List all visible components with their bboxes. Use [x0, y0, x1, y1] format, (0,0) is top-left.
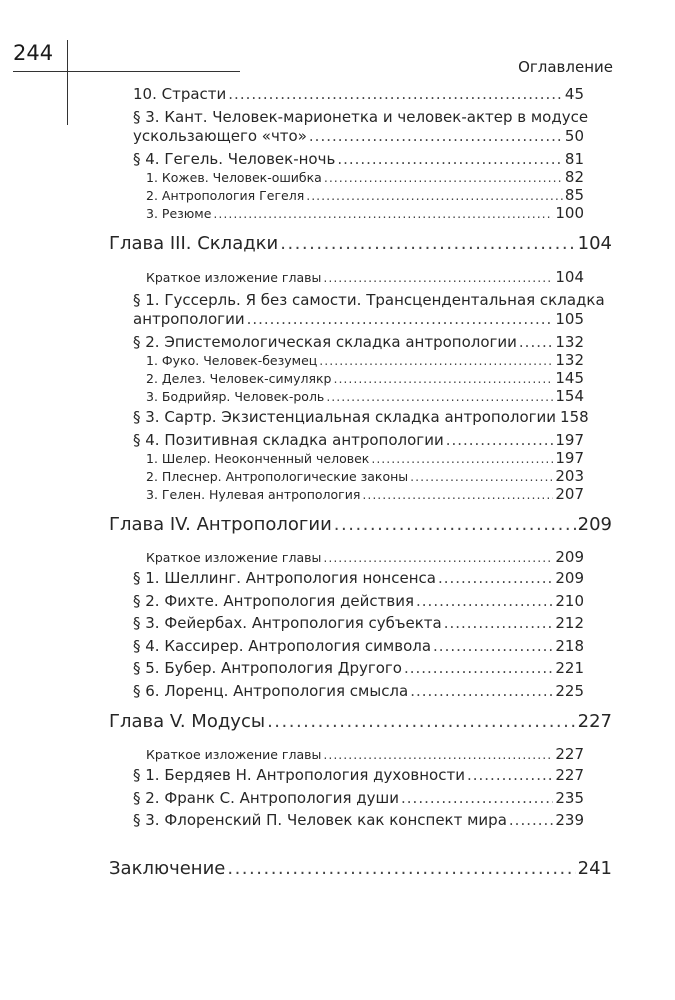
toc-entry-title: § 2. Франк С. Антропология души — [133, 789, 400, 807]
leader-dots — [433, 637, 553, 655]
toc-entry-title-line1: § 1. Гуссерль. Я без самости. Трансцендентальная складка — [133, 291, 605, 309]
leader-dots — [309, 127, 563, 145]
toc-entry-page: 203 — [555, 467, 584, 485]
toc-chapter-page: 227 — [577, 711, 612, 732]
toc-entry — [0, 766, 675, 784]
toc-entry-page: 132 — [555, 333, 584, 351]
toc-entry-page: 239 — [555, 811, 584, 829]
toc-entry-title: Краткое изложение главы — [146, 747, 322, 762]
toc-entry-page: 154 — [555, 387, 584, 405]
leader-dots — [324, 170, 563, 185]
toc-entry — [0, 682, 675, 700]
toc-chapter — [0, 711, 675, 732]
leader-dots — [410, 682, 553, 700]
toc-entry-title: 1. Кожев. Человек-ошибка — [146, 170, 322, 185]
toc-entry-title: § 2. Эпистемологическая складка антропологии — [133, 333, 517, 351]
toc-entry — [0, 186, 675, 204]
toc-entry-page: 50 — [564, 127, 584, 145]
toc-entry-title: 2. Делез. Человек-симулякр — [146, 371, 332, 386]
toc-entry — [0, 431, 675, 449]
toc-entry-page: 227 — [555, 766, 584, 784]
toc-entry-page: 207 — [555, 485, 584, 503]
toc-entry-page: 235 — [555, 789, 584, 807]
leader-dots — [323, 550, 553, 565]
toc-entry-page: 158 — [560, 408, 589, 426]
toc-entry-title: § 3. Фейербах. Антропология субъекта — [133, 614, 442, 632]
toc-entry-page: 197 — [555, 431, 584, 449]
toc-conclusion — [0, 858, 675, 879]
leader-dots — [416, 592, 553, 610]
toc-entry-title: 10. Страсти — [133, 85, 227, 103]
toc-entry — [0, 745, 675, 763]
toc-entry-title: 3. Гелен. Нулевая антропология — [146, 487, 361, 502]
toc-chapter-title: Глава V. Модусы — [109, 711, 266, 732]
toc-entry-title: § 4. Гегель. Человек-ночь — [133, 150, 336, 168]
toc-entry-page: 100 — [555, 204, 584, 222]
toc-entry-title: Краткое изложение главы — [146, 550, 322, 565]
toc-entry — [0, 614, 675, 632]
running-head: Оглавление — [518, 58, 613, 76]
leader-dots — [228, 85, 563, 103]
toc-entry — [0, 659, 675, 677]
leader-dots — [267, 711, 576, 732]
toc-entry — [0, 485, 675, 503]
leader-dots — [467, 766, 553, 784]
leader-dots — [247, 310, 554, 328]
leader-dots — [362, 487, 553, 502]
leader-dots — [438, 569, 553, 587]
page-number: 244 — [13, 41, 54, 65]
toc-entry-title: 3. Бодрийяр. Человек-роль — [146, 389, 325, 404]
leader-dots — [280, 233, 575, 254]
toc-entry — [0, 150, 675, 168]
leader-dots — [401, 789, 553, 807]
leader-dots — [509, 811, 553, 829]
leader-dots — [323, 747, 553, 762]
toc-entry-title: § 4. Кассирер. Антропология символа — [133, 637, 432, 655]
toc-entry-page: 132 — [555, 351, 584, 369]
toc-entry — [0, 789, 675, 807]
toc-chapter — [0, 233, 675, 254]
toc-entry-page: 85 — [564, 186, 584, 204]
toc-entry-title-line1: § 3. Кант. Человек-марионетка и человек-актер в модусе — [133, 108, 589, 126]
leader-dots — [519, 333, 553, 351]
toc-entry — [0, 168, 675, 186]
toc-conclusion-title: Заключение — [109, 858, 226, 879]
toc-chapter-page: 209 — [577, 514, 612, 535]
toc-chapter — [0, 514, 675, 535]
toc-entry — [0, 408, 675, 426]
toc-entry — [0, 637, 675, 655]
toc-chapter-page: 104 — [577, 233, 612, 254]
toc-chapter-title: Глава IV. Антропологии — [109, 514, 332, 535]
leader-dots — [334, 514, 576, 535]
toc-entry — [0, 204, 675, 222]
toc-entry — [0, 592, 675, 610]
toc-entry-title: § 2. Фихте. Антропология действия — [133, 592, 415, 610]
toc-entry — [0, 351, 675, 369]
toc-entry — [0, 85, 675, 103]
toc-entry-page: 105 — [555, 310, 584, 328]
toc-entry-title: Краткое изложение главы — [146, 270, 322, 285]
toc-entry — [0, 369, 675, 387]
leader-dots — [306, 188, 563, 203]
toc-entry-page: 81 — [564, 150, 584, 168]
toc-entry — [0, 333, 675, 351]
toc-conclusion-page: 241 — [577, 858, 612, 879]
leader-dots — [444, 614, 554, 632]
leader-dots — [326, 389, 553, 404]
toc-entry-title: § 1. Шеллинг. Антропология нонсенса — [133, 569, 436, 587]
leader-dots — [337, 150, 563, 168]
toc-entry-page: 221 — [555, 659, 584, 677]
toc-entry-page: 209 — [555, 548, 584, 566]
toc-entry-title: § 4. Позитивная складка антропологии — [133, 431, 444, 449]
margin-rule-horizontal — [13, 71, 240, 72]
toc-chapter-title: Глава III. Складки — [109, 233, 279, 254]
toc-entry — [0, 387, 675, 405]
toc-entry-page: 210 — [555, 592, 584, 610]
toc-entry — [0, 548, 675, 566]
toc-entry-title: § 3. Флоренский П. Человек как конспект мира — [133, 811, 507, 829]
toc-entry-title-line2: антропологии — [133, 310, 245, 328]
leader-dots — [333, 371, 553, 386]
leader-dots — [446, 431, 554, 449]
toc-entry — [0, 449, 675, 467]
leader-dots — [213, 206, 553, 221]
toc-entry-page: 197 — [555, 449, 584, 467]
leader-dots — [227, 858, 575, 879]
toc-entry-title-line2: ускользающего «что» — [133, 127, 307, 145]
toc-entry-page: 227 — [555, 745, 584, 763]
leader-dots — [410, 469, 553, 484]
toc-entry-title: § 5. Бубер. Антропология Другого — [133, 659, 402, 677]
toc-entry-page: 225 — [555, 682, 584, 700]
toc-entry — [0, 108, 675, 145]
toc-entry — [0, 467, 675, 485]
toc-entry-title: § 1. Бердяев Н. Антропология духовности — [133, 766, 465, 784]
toc-entry-page: 45 — [564, 85, 584, 103]
toc-entry-page: 82 — [564, 168, 584, 186]
toc-entry-title: 1. Фуко. Человек-безумец — [146, 353, 318, 368]
toc-entry-title: 3. Резюме — [146, 206, 212, 221]
toc-entry-page: 218 — [555, 637, 584, 655]
leader-dots — [404, 659, 553, 677]
toc-entry-title: 2. Антропология Гегеля — [146, 188, 305, 203]
toc-entry-title: 1. Шелер. Неоконченный человек — [146, 451, 370, 466]
toc-entry-page: 209 — [555, 569, 584, 587]
toc-entry-page: 104 — [555, 268, 584, 286]
toc-entry — [0, 811, 675, 829]
toc-entry-title: § 3. Сартр. Экзистенциальная складка антропологии — [133, 408, 557, 426]
leader-dots — [323, 270, 553, 285]
toc-entry — [0, 268, 675, 286]
toc-entry — [0, 569, 675, 587]
toc-entry-title: 2. Плеснер. Антропологические законы — [146, 469, 409, 484]
toc-entry — [0, 291, 675, 328]
toc-entry-title: § 6. Лоренц. Антропология смысла — [133, 682, 409, 700]
toc-entry-page: 145 — [555, 369, 584, 387]
toc-entry-page: 212 — [555, 614, 584, 632]
leader-dots — [319, 353, 553, 368]
leader-dots — [371, 451, 553, 466]
